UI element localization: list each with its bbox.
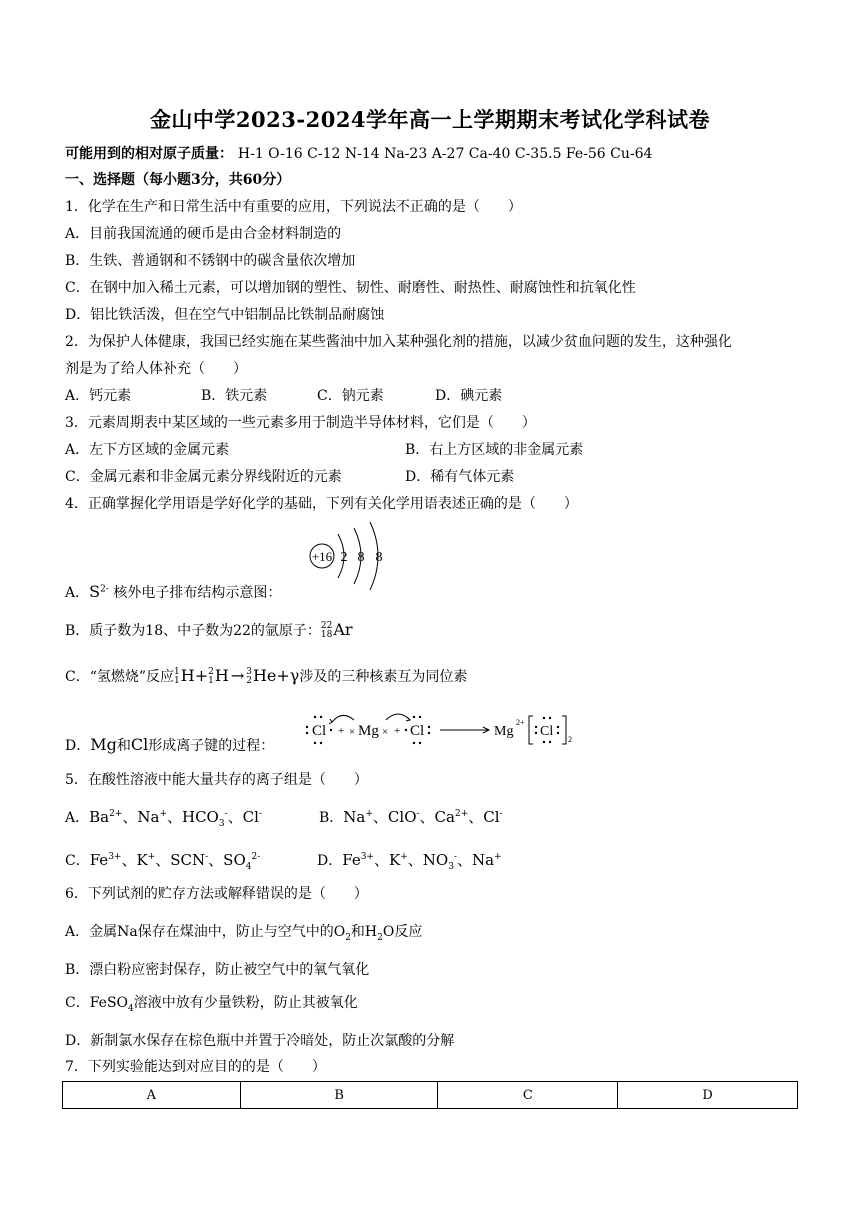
q4-c-he-numbers [246, 668, 252, 686]
ion-subscript: 4 [245, 862, 252, 872]
q3-options-row1 [65, 440, 583, 460]
q3-option-c: C．金属元素和非金属元素分界线附近的元素 [65, 469, 342, 485]
q5-option-a [65, 807, 319, 828]
plus-sign: + [394, 725, 401, 737]
q6-option-c [65, 993, 358, 1013]
q4-b-symbol: Ar [333, 620, 353, 639]
electron-dot [306, 732, 308, 734]
electron-dot [419, 716, 421, 718]
q4-b-atomic-number: 18 [320, 630, 333, 640]
ion-text: Fe [89, 851, 109, 869]
q4-option-c [65, 666, 467, 687]
q1-option-b: B．生铁、普通钢和不锈钢中的碳含量依次增加 [65, 253, 356, 269]
table-header-b: B [240, 1082, 438, 1109]
atomic-mass-label: 可能用到的相对原子质量： [65, 146, 233, 162]
ion-charge: - [258, 809, 262, 819]
q6-c-text-1: C．FeSO [65, 995, 129, 1011]
ion-text: 、Na [456, 851, 495, 869]
q6-a-text-3: O反应 [382, 924, 423, 940]
q3-option-d: D．稀有气体元素 [405, 469, 515, 485]
ion-text: 、ClO [372, 808, 417, 826]
q4-c-h1: H [180, 666, 195, 685]
q5-c-label: C． [65, 853, 90, 869]
q2-stem-line1: 2．为保护人体健康，我国已经实施在某些酱油中加入某种强化剂的措施，以减少贫血问题的发生，这种强化 [65, 334, 732, 350]
q3-stem: 3．元素周期表中某区域的一些元素多用于制造半导体材料，它们是（ ） [65, 415, 536, 431]
q2-option-b: B．铁元素 [201, 388, 268, 404]
table-header-d: D [618, 1082, 798, 1109]
sulfide-ion-structure-diagram [302, 520, 392, 592]
electron-dot [306, 726, 308, 728]
shell-count-3: 8 [375, 550, 383, 565]
q7-stem: 7．下列实验能达到对应目的的是（ ） [65, 1059, 326, 1075]
q4-b-text: B．质子数为18、中子数为22的氩原子： [65, 623, 321, 639]
electron-dot [330, 729, 332, 731]
q4-c-arrow: → [230, 666, 245, 685]
q6-option-a [65, 922, 422, 942]
section-heading: 一、选择题（每小题3分，共60分） [65, 172, 291, 188]
q2-option-a: A．钙元素 [65, 388, 132, 404]
ion-text: 、K [373, 851, 401, 869]
ion-text: 、Cl [468, 808, 500, 826]
electron-dot [314, 716, 316, 718]
ion-subscript: 3 [448, 862, 454, 872]
bracket-right [562, 716, 566, 744]
q3-option-a: A．左下方区域的金属元素 [65, 442, 230, 458]
ion-charge: + [494, 852, 502, 862]
atomic-mass-line [65, 144, 652, 164]
ion-subscript: 3 [218, 819, 225, 829]
q3-option-b: B．右上方区域的非金属元素 [405, 442, 584, 458]
q5-d-label: D． [317, 853, 343, 869]
ion-charge: 2+ [454, 809, 469, 819]
q4-c-plus: + [194, 666, 209, 685]
ion-charge: - [224, 809, 228, 819]
ion-charge: 2+ [109, 809, 123, 819]
q6-a-text-2: 和H [350, 924, 378, 940]
product-mg-charge: 2+ [516, 718, 525, 727]
ion-charge: + [159, 809, 167, 819]
q4-d-mg: Mg [90, 735, 117, 754]
reactant-mg: Mg [358, 723, 379, 739]
q4-c-he-mass: 3 [246, 667, 252, 677]
q6-a-sub-1: 2 [345, 932, 351, 943]
q2-option-c: C．钠元素 [317, 388, 384, 404]
q4-c-he: He [252, 666, 277, 685]
ion-text: Na [343, 808, 366, 826]
ion-text: 、Cl [227, 808, 259, 826]
q2-stem-line2: 剂是为了给人体补充（ ） [65, 361, 247, 377]
electron-dot [413, 742, 415, 744]
shell-count-1: 2 [340, 550, 348, 565]
electron-dot [535, 726, 537, 728]
table-row [63, 1082, 798, 1109]
nucleus-label: +16 [311, 549, 333, 564]
electron-dot [549, 717, 551, 719]
q4-option-b [65, 620, 353, 641]
ion-text: 、SCN [155, 851, 206, 869]
q4-a-ion: S [89, 582, 101, 601]
q6-option-d: D．新制氯水保存在棕色瓶中并置于冷暗处，防止次氯酸的分解 [65, 1033, 455, 1049]
q1-option-d: D．铝比铁活泼，但在空气中铝制品比铁制品耐腐蚀 [65, 307, 385, 323]
ion-text: Fe [342, 851, 361, 869]
q4-c-h1-mass: 1 [174, 667, 180, 677]
electron-dot [314, 742, 316, 744]
bracket-left [529, 716, 533, 744]
q4-c-h1-numbers [174, 668, 180, 686]
q1-option-c: C．在钢中加入稀土元素，可以增加钢的塑性、韧性、耐磨性、耐热性、耐腐蚀性和抗氧化性 [65, 280, 636, 296]
q2-options [65, 386, 502, 406]
q4-c-text: C．“氢燃烧”反应 [65, 669, 175, 685]
electron-dot [428, 732, 430, 734]
q4-c-tail: 涉及的三种核素互为同位素 [299, 669, 468, 685]
electron-dot [428, 726, 430, 728]
q4-b-mass-number: 22 [320, 621, 333, 631]
q6-stem: 6．下列试剂的贮存方法或解释错误的是（ ） [65, 886, 368, 902]
q5-a-label: A． [65, 810, 90, 826]
electron-dot [535, 732, 537, 734]
q4-c-h2-num: 1 [208, 676, 214, 686]
q4-a-text: 核外电子排布结构示意图： [108, 585, 282, 601]
ion-text: 、Na [122, 808, 160, 826]
plus-sign: + [338, 725, 345, 737]
electron-dot [543, 741, 545, 743]
q6-c-text-2: 溶液中放有少量铁粉，防止其被氧化 [133, 995, 358, 1011]
reactant-cl-right: Cl [410, 723, 425, 739]
ion-text: 、K [121, 851, 148, 869]
shell-count-2: 8 [357, 550, 365, 565]
electron-transfer-arc-right [386, 714, 410, 720]
q5-option-b [319, 807, 503, 828]
q5-b-label: B． [319, 810, 344, 826]
atomic-mass-values: H-1 O-16 C-12 N-14 Na-23 A-27 Ca-40 C-35.5 Fe-56 Cu-64 [237, 146, 653, 162]
ion-charge: - [453, 852, 457, 862]
ion-charge: + [147, 852, 156, 862]
q5-options-row1 [65, 807, 503, 828]
q4-a-prefix: A． [65, 585, 90, 601]
reactant-cl-left: Cl [312, 723, 327, 739]
q4-option-a [65, 582, 281, 603]
electron-dot [557, 732, 559, 734]
q4-d-prefix: D． [65, 738, 91, 754]
electron-dot [557, 726, 559, 728]
ion-charge: 3+ [360, 852, 374, 862]
electron-dot [320, 716, 322, 718]
ion-text: Ba [89, 808, 110, 826]
q5-option-d [317, 850, 502, 871]
ion-charge: + [400, 852, 408, 862]
q4-c-h2: H [214, 666, 229, 685]
q4-b-nuclide-numbers [321, 622, 332, 640]
ion-charge: 3+ [108, 852, 122, 862]
q4-d-and: 和 [116, 738, 131, 754]
q4-stem: 4．正确掌握化学用语是学好化学的基础，下列有关化学用语表述正确的是（ ） [65, 496, 578, 512]
electron-dot [419, 742, 421, 744]
ion-text: 、SO [208, 851, 246, 869]
ion-text: 、Ca [419, 808, 455, 826]
q1-stem: 1．化学在生产和日常生活中有重要的应用，下列说法不正确的是（ ） [65, 199, 522, 215]
ion-charge: + [365, 809, 373, 819]
q3-options-row2 [65, 467, 514, 487]
product-mg: Mg [494, 724, 514, 739]
ionic-bond-formation-diagram [302, 708, 592, 750]
electron-cross: × [382, 726, 389, 738]
ion-text: 、HCO [167, 808, 219, 826]
ion-charge: - [205, 852, 209, 862]
q6-a-sub-2: 2 [377, 932, 383, 943]
ion-text: 、NO [407, 851, 449, 869]
electron-dot [405, 729, 407, 731]
q2-option-d: D．碘元素 [435, 388, 503, 404]
q4-option-d [65, 735, 274, 756]
electron-dot [320, 742, 322, 744]
q4-c-h2-numbers [208, 668, 214, 686]
q4-c-h2-mass: 2 [208, 667, 214, 677]
q4-c-he-num: 2 [246, 676, 252, 686]
q4-c-gamma: +γ [276, 666, 300, 685]
q4-d-tail: 形成离子键的过程： [148, 738, 275, 754]
product-cl: Cl [540, 724, 554, 739]
arc-arrowhead [329, 719, 332, 724]
q4-c-h1-num: 1 [174, 676, 180, 686]
ion-charge: 2- [251, 852, 261, 862]
product-subscript: 2 [568, 735, 572, 744]
electron-dot [543, 717, 545, 719]
q4-a-charge: 2- [100, 584, 109, 595]
q6-c-sub: 4 [128, 1003, 134, 1014]
electron-transfer-arc-left [332, 715, 354, 722]
q5-option-c [65, 850, 317, 871]
q6-option-b: B．漂白粉应密封保存，防止被空气中的氧气氧化 [65, 962, 370, 978]
electron-dot [549, 741, 551, 743]
electron-dot [413, 716, 415, 718]
ion-charge: - [499, 809, 503, 819]
exam-title: 金山中学2023-2024学年高一上学期期末考试化学科试卷 [149, 107, 711, 132]
ion-charge: - [416, 809, 420, 819]
table-header-c: C [438, 1082, 618, 1109]
q5-options-row2 [65, 850, 502, 871]
electron-cross: × [349, 726, 356, 738]
q7-choice-table [62, 1081, 798, 1109]
table-header-a: A [63, 1082, 241, 1109]
q1-option-a: A．目前我国流通的硬币是由合金材料制造的 [65, 226, 342, 242]
q6-a-text-1: A．金属Na保存在煤油中，防止与空气中的O [65, 924, 346, 940]
q5-stem: 5．在酸性溶液中能大量共存的离子组是（ ） [65, 772, 368, 788]
q4-d-cl: Cl [130, 735, 149, 754]
